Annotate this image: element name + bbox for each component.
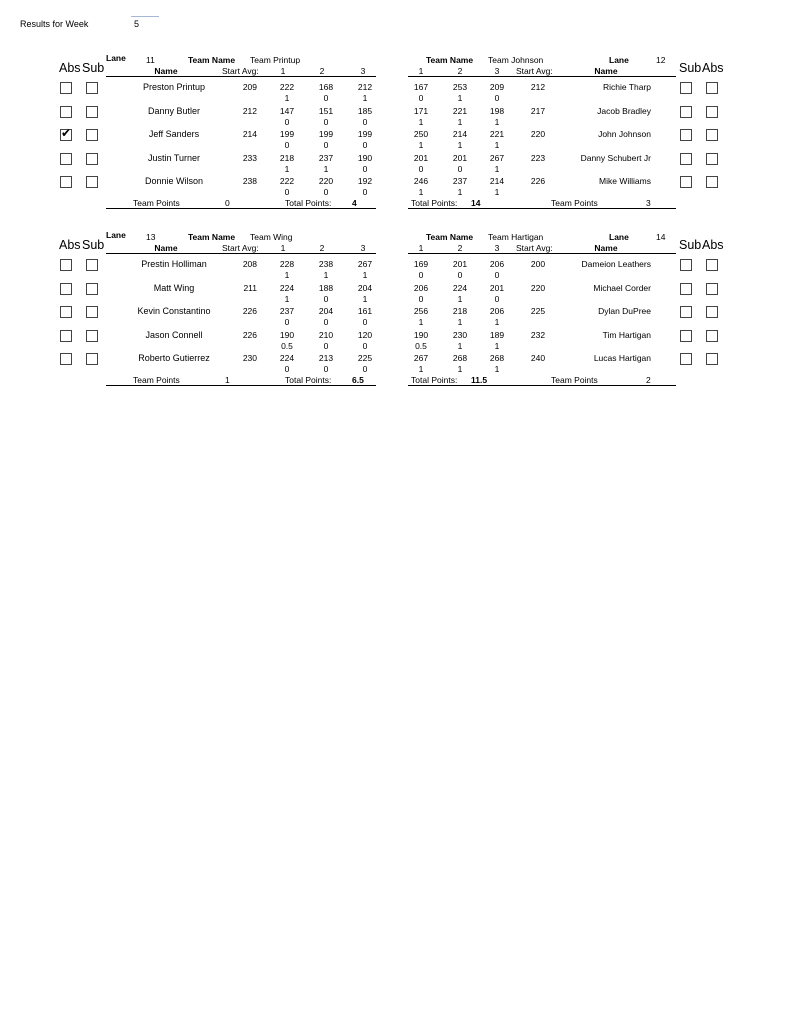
game-2-score: 151: [318, 105, 334, 116]
game-3-score: 199: [357, 129, 373, 139]
game-3-point: 0: [362, 163, 368, 174]
game-3-header: 3: [360, 243, 366, 253]
game-3-point: 1: [494, 364, 500, 374]
game-3-score: 206: [489, 259, 505, 269]
game-3-score: 198: [489, 105, 505, 116]
game-1-score: 256: [413, 306, 429, 316]
sub-checkbox[interactable]: [680, 82, 692, 94]
lane-label: Lane: [609, 232, 629, 242]
sub-header: Sub: [82, 61, 105, 75]
footer-rule: [408, 385, 676, 386]
player-name: Mike Williams: [599, 176, 651, 186]
game-1-score: 246: [413, 176, 429, 186]
game-2-header: 2: [457, 243, 463, 253]
player-name: Justin Turner: [147, 152, 201, 163]
player-name: Dameion Leathers: [581, 259, 651, 269]
game-3-header: 3: [494, 243, 500, 253]
game-2-score: 218: [452, 306, 468, 316]
start-avg-header: Start Avg:: [516, 243, 553, 253]
checkmark-icon: ✔: [61, 126, 72, 140]
start-avg: 214: [242, 129, 257, 139]
game-1-score: 250: [413, 129, 429, 139]
header-rule: [408, 76, 676, 77]
game-3-score: 206: [489, 306, 505, 316]
lane-number: 11: [146, 55, 155, 65]
game-3-score: 209: [489, 82, 505, 92]
sub-checkbox[interactable]: [86, 306, 98, 318]
abs-checkbox[interactable]: [706, 330, 718, 342]
team-points-label: Team Points: [133, 198, 180, 208]
game-3-score: 201: [489, 282, 505, 293]
game-2-header: 2: [457, 66, 463, 76]
start-avg: 212: [530, 82, 546, 92]
footer-rule: [408, 208, 676, 209]
name-header: Name: [594, 243, 618, 253]
abs-header: Abs: [59, 61, 81, 75]
team-name-value: Team Printup: [250, 55, 301, 65]
game-1-score: 169: [413, 259, 429, 269]
game-3-point: 1: [362, 93, 368, 103]
game-2-score: 201: [452, 259, 468, 269]
total-points-label: Total Points:: [285, 375, 332, 385]
abs-checkbox[interactable]: [706, 153, 718, 165]
abs-checkbox[interactable]: [60, 106, 72, 118]
game-2-point: 1: [457, 340, 463, 351]
game-1-score: 147: [279, 105, 295, 116]
game-1-point: 0: [284, 116, 290, 127]
game-3-point: 1: [362, 270, 368, 280]
game-1-score: 171: [413, 105, 429, 116]
game-1-point: 0: [418, 93, 424, 103]
sub-checkbox[interactable]: [86, 353, 98, 365]
team-name-label: Team Name: [188, 232, 236, 242]
game-2-point: 0: [323, 364, 329, 374]
game-3-point: 0: [362, 187, 368, 197]
game-2-score: 201: [452, 152, 468, 163]
team-points-value: 2: [646, 375, 651, 385]
sub-checkbox[interactable]: [86, 129, 98, 141]
game-1-point: 0: [418, 293, 424, 304]
player-name: Prestin Holliman: [141, 259, 207, 269]
start-avg: 220: [530, 129, 546, 139]
name-header: Name: [154, 243, 178, 253]
sub-checkbox[interactable]: [86, 330, 98, 342]
lane-label: Lane: [106, 53, 126, 63]
game-2-point: 1: [457, 116, 463, 127]
game-3-point: 0: [362, 340, 368, 351]
sub-checkbox[interactable]: [680, 330, 692, 342]
game-2-score: 253: [452, 82, 468, 92]
start-avg: 233: [242, 152, 257, 163]
sub-checkbox[interactable]: [680, 153, 692, 165]
game-1-score: 222: [279, 82, 295, 92]
game-1-point: 0: [418, 270, 424, 280]
team-name-value: Team Johnson: [488, 55, 544, 65]
game-2-point: 0: [323, 340, 329, 351]
game-2-point: 0: [323, 93, 329, 103]
abs-checkbox[interactable]: [60, 126, 72, 141]
sub-checkbox[interactable]: [86, 106, 98, 118]
game-1-header: 1: [280, 243, 286, 253]
game-1-score: 167: [413, 82, 429, 92]
game-1-point: 0: [284, 317, 290, 327]
sub-checkbox[interactable]: [680, 353, 692, 365]
game-1-point: 1: [418, 187, 424, 197]
game-3-score: 204: [357, 282, 373, 293]
start-avg: 225: [530, 306, 546, 316]
game-3-point: 0: [362, 317, 368, 327]
abs-checkbox[interactable]: [60, 259, 72, 271]
total-points-value: 4: [352, 198, 357, 208]
total-points-label: Total Points:: [285, 198, 332, 208]
game-2-score: 221: [452, 105, 468, 116]
abs-checkbox[interactable]: [706, 283, 718, 295]
game-2-point: 1: [457, 187, 463, 197]
game-3-score: 120: [357, 329, 373, 340]
name-header: Name: [594, 66, 618, 76]
game-1-score: 218: [279, 152, 295, 163]
abs-checkbox[interactable]: [706, 129, 718, 141]
lane-number: 13: [146, 232, 156, 242]
game-2-point: 0: [323, 317, 329, 327]
sub-checkbox[interactable]: [680, 129, 692, 141]
start-avg: 208: [242, 259, 257, 269]
name-header: Name: [154, 66, 178, 76]
player-name: Jacob Bradley: [597, 105, 651, 116]
game-1-score: 224: [279, 353, 295, 363]
abs-checkbox[interactable]: [60, 353, 72, 365]
start-avg-header: Start Avg:: [222, 243, 259, 253]
abs-checkbox[interactable]: [60, 306, 72, 318]
game-2-point: 0: [323, 140, 329, 150]
game-2-score: 168: [318, 82, 334, 92]
game-1-point: 0.5: [281, 340, 293, 351]
game-3-point: 1: [362, 293, 368, 304]
game-3-point: 0: [362, 140, 368, 150]
game-1-score: 228: [279, 259, 295, 269]
team-name-label: Team Name: [426, 232, 474, 242]
start-avg: 223: [530, 152, 546, 163]
game-2-header: 2: [319, 66, 325, 76]
abs-checkbox[interactable]: [706, 176, 718, 188]
game-3-point: 1: [494, 116, 500, 127]
sub-checkbox[interactable]: [86, 82, 98, 94]
game-1-header: 1: [280, 66, 286, 76]
team-points-value: 0: [225, 198, 230, 208]
game-2-point: 0: [323, 293, 329, 304]
player-name: Jason Connell: [145, 329, 203, 340]
game-3-score: 267: [489, 152, 505, 163]
game-1-point: 0.5: [415, 340, 427, 351]
total-points-label: Total Points:: [411, 375, 458, 385]
abs-checkbox[interactable]: [706, 82, 718, 94]
game-3-score: 192: [357, 176, 373, 186]
sub-header: Sub: [82, 238, 105, 252]
sub-header: Sub: [679, 238, 702, 252]
game-3-score: 221: [489, 129, 505, 139]
lane-label: Lane: [609, 55, 629, 65]
abs-header: Abs: [702, 238, 724, 252]
game-2-point: 0: [323, 187, 329, 197]
start-avg: 226: [242, 306, 257, 316]
lane-number: 12: [656, 55, 666, 65]
team-points-label: Team Points: [133, 375, 180, 385]
game-2-point: 1: [457, 93, 463, 103]
start-avg: 238: [242, 176, 257, 186]
sub-checkbox[interactable]: [86, 176, 98, 188]
game-2-point: 1: [323, 163, 329, 174]
game-1-point: 1: [418, 364, 424, 374]
game-1-score: 190: [279, 329, 295, 340]
team-points-label: Team Points: [551, 375, 598, 385]
start-avg: 240: [530, 353, 546, 363]
game-1-point: 0: [418, 163, 424, 174]
sub-checkbox[interactable]: [680, 306, 692, 318]
start-avg: 217: [530, 105, 546, 116]
game-2-score: 204: [318, 306, 334, 316]
sub-checkbox[interactable]: [680, 176, 692, 188]
sub-checkbox[interactable]: [86, 259, 98, 271]
footer-rule: [106, 208, 376, 209]
team-name-value: Team Wing: [250, 232, 293, 242]
game-2-score: 188: [318, 282, 334, 293]
player-name: Kevin Constantino: [137, 306, 211, 316]
game-1-point: 0: [284, 364, 290, 374]
sub-checkbox[interactable]: [680, 283, 692, 295]
player-name: Michael Corder: [593, 282, 651, 293]
start-avg: 212: [242, 105, 257, 116]
game-3-point: 1: [494, 340, 500, 351]
game-3-point: 1: [494, 140, 500, 150]
game-2-point: 0: [457, 270, 463, 280]
abs-checkbox[interactable]: [706, 353, 718, 365]
sub-checkbox[interactable]: [680, 259, 692, 271]
player-name: Danny Schubert Jr: [580, 152, 651, 163]
start-avg-header: Start Avg:: [222, 66, 259, 76]
game-1-score: 237: [279, 306, 295, 316]
game-2-score: 238: [318, 259, 334, 269]
abs-checkbox[interactable]: [60, 153, 72, 165]
abs-checkbox[interactable]: [60, 176, 72, 188]
footer-rule: [106, 385, 376, 386]
game-3-point: 0: [494, 293, 500, 304]
player-name: Preston Printup: [142, 82, 206, 92]
game-3-score: 225: [357, 353, 373, 363]
game-1-score: 190: [413, 329, 429, 340]
game-2-point: 1: [457, 140, 463, 150]
game-1-point: 1: [284, 163, 290, 174]
abs-checkbox[interactable]: [60, 82, 72, 94]
start-avg-header: Start Avg:: [516, 66, 553, 76]
game-1-point: 1: [284, 93, 290, 103]
game-3-point: 0: [494, 270, 500, 280]
start-avg: 220: [530, 282, 546, 293]
player-name: Roberto Gutierrez: [138, 353, 210, 363]
start-avg: 226: [530, 176, 546, 186]
game-3-score: 190: [357, 152, 373, 163]
game-3-point: 1: [494, 317, 500, 327]
game-2-score: 237: [318, 152, 334, 163]
team-name-value: Team Hartigan: [488, 232, 544, 242]
game-3-score: 185: [357, 105, 373, 116]
game-1-score: 199: [279, 129, 295, 139]
team-points-label: Team Points: [551, 198, 598, 208]
player-name: Dylan DuPree: [598, 306, 651, 316]
week-input-border: [131, 16, 159, 17]
game-2-score: 213: [318, 353, 334, 363]
game-2-point: 1: [323, 270, 329, 280]
game-2-score: 224: [452, 282, 468, 293]
lane-label: Lane: [106, 230, 126, 240]
header-rule: [106, 253, 376, 254]
team-name-label: Team Name: [426, 55, 474, 65]
team-name-label: Team Name: [188, 55, 236, 65]
game-2-score: 199: [318, 129, 334, 139]
abs-checkbox[interactable]: [60, 330, 72, 342]
start-avg: 209: [242, 82, 257, 92]
total-points-value: 14: [471, 198, 481, 208]
game-2-point: 0: [457, 163, 463, 174]
abs-header: Abs: [59, 238, 81, 252]
player-name: Lucas Hartigan: [593, 353, 651, 363]
game-2-score: 220: [318, 176, 334, 186]
week-number[interactable]: 5: [134, 19, 140, 29]
game-1-header: 1: [418, 66, 424, 76]
game-3-point: 0: [362, 364, 368, 374]
game-1-point: 1: [418, 116, 424, 127]
game-2-score: 230: [452, 329, 468, 340]
player-name: Jeff Sanders: [148, 129, 200, 139]
game-1-score: 206: [413, 282, 429, 293]
total-points-value: 6.5: [352, 375, 364, 385]
game-3-score: 161: [357, 306, 373, 316]
abs-header: Abs: [702, 61, 724, 75]
sub-checkbox[interactable]: [680, 106, 692, 118]
player-name: Donnie Wilson: [144, 176, 204, 186]
abs-checkbox[interactable]: [706, 306, 718, 318]
game-3-score: 268: [489, 353, 505, 363]
player-name: Matt Wing: [153, 282, 195, 293]
abs-checkbox[interactable]: [706, 106, 718, 118]
game-3-score: 267: [357, 259, 373, 269]
team-points-value: 3: [646, 198, 651, 208]
game-2-score: 214: [452, 129, 468, 139]
game-1-point: 0: [284, 187, 290, 197]
abs-checkbox[interactable]: [706, 259, 718, 271]
week-label: Results for Week: [20, 19, 89, 29]
abs-checkbox[interactable]: [60, 283, 72, 295]
start-avg: 226: [242, 329, 257, 340]
player-name: Richie Tharp: [602, 82, 651, 92]
lane-number: 14: [656, 232, 666, 242]
total-points-label: Total Points:: [411, 198, 458, 208]
game-3-point: 0: [494, 93, 500, 103]
game-2-point: 1: [457, 293, 463, 304]
player-name: Danny Butler: [147, 105, 201, 116]
game-3-point: 1: [494, 187, 500, 197]
game-3-header: 3: [360, 66, 366, 76]
game-1-point: 1: [284, 293, 290, 304]
header-rule: [408, 253, 676, 254]
game-3-score: 212: [357, 82, 373, 92]
sub-checkbox[interactable]: [86, 153, 98, 165]
header-rule: [106, 76, 376, 77]
player-name: John Johnson: [598, 129, 651, 139]
sub-checkbox[interactable]: [86, 283, 98, 295]
game-2-point: 1: [457, 317, 463, 327]
game-3-score: 189: [489, 329, 505, 340]
game-3-point: 0: [362, 116, 368, 127]
game-2-header: 2: [319, 243, 325, 253]
game-2-score: 268: [452, 353, 468, 363]
start-avg: 232: [530, 329, 546, 340]
game-2-point: 0: [323, 116, 329, 127]
player-name: Tim Hartigan: [602, 329, 651, 340]
total-points-value: 11.5: [471, 375, 488, 385]
game-1-score: 222: [279, 176, 295, 186]
sub-header: Sub: [679, 61, 702, 75]
game-3-score: 214: [489, 176, 505, 186]
game-1-score: 224: [279, 282, 295, 293]
game-1-point: 1: [418, 140, 424, 150]
team-points-value: 1: [225, 375, 230, 385]
start-avg: 200: [530, 259, 546, 269]
game-1-point: 1: [284, 270, 290, 280]
start-avg: 211: [243, 282, 257, 293]
start-avg: 230: [242, 353, 257, 363]
game-1-score: 201: [413, 152, 429, 163]
game-3-point: 1: [494, 163, 500, 174]
game-1-score: 267: [413, 353, 429, 363]
game-3-header: 3: [494, 66, 500, 76]
game-2-score: 210: [318, 329, 334, 340]
game-1-point: 1: [418, 317, 424, 327]
game-2-point: 1: [457, 364, 463, 374]
game-1-point: 0: [284, 140, 290, 150]
game-2-score: 237: [452, 176, 468, 186]
game-1-header: 1: [418, 243, 424, 253]
